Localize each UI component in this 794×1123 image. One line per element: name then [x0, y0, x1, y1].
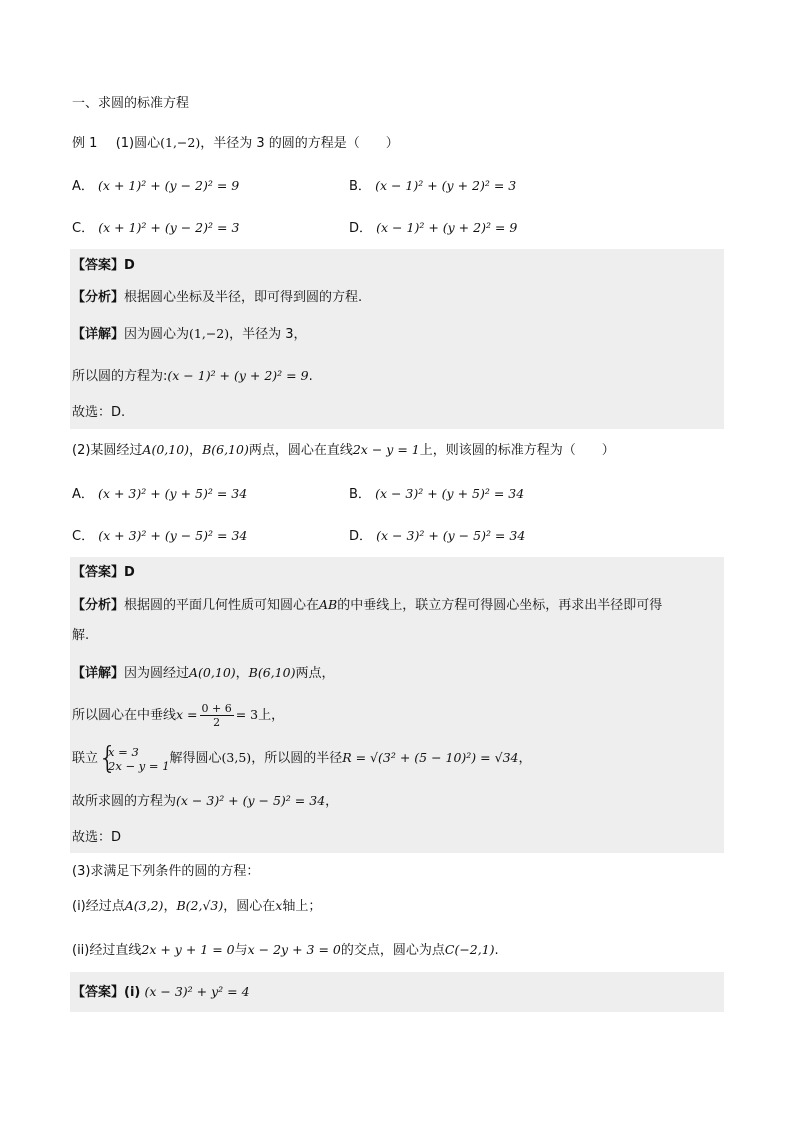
q1-option-c[interactable] [72, 218, 239, 239]
analysis-tag: 【分析】 [72, 290, 125, 305]
equation-system [98, 740, 170, 776]
section-title: 一、求圆的标准方程 [72, 96, 190, 111]
final-text-b: ， [325, 794, 339, 809]
perp-text-b: 上， [258, 708, 285, 723]
system-row: x = 3 [108, 744, 139, 759]
q2-option-a[interactable] [72, 484, 247, 505]
q2-choose: 故选：D [72, 830, 122, 845]
sys-center: (3,5) [221, 750, 252, 765]
q3-part-ii [72, 940, 499, 960]
q3-axis-x: x [275, 898, 283, 913]
sys-text-b: 解得圆心 [169, 751, 222, 766]
perp-text: 所以圆心在中垂线 [72, 708, 177, 723]
perp-result: = 3 [235, 707, 259, 722]
q3-point-b: B(2,√3) [176, 898, 224, 913]
q2-final [72, 791, 338, 811]
q2-answer [72, 563, 135, 583]
sys-radius: R = √(3² + (5 − 10)²) = √34 [342, 750, 519, 765]
q3-ii-text-c: 的交点，圆心为点 [340, 943, 445, 958]
q2-option-d[interactable] [349, 526, 525, 547]
detail-tag: 【详解】 [72, 327, 125, 342]
q3-stem: (3)求满足下列条件的圆的方程： [72, 864, 260, 879]
q2-line-eq: 2x − y = 1 [352, 442, 420, 457]
detail-text: 所以圆的方程为: [72, 369, 168, 384]
q2-point-b: B(6,10) [202, 442, 249, 457]
detail-text-b: . [308, 369, 313, 384]
answer-value: D [124, 565, 135, 580]
q1-answer [72, 256, 135, 276]
q2-stem-text-c: 上，则该圆的标准方程为（ ） [419, 443, 615, 458]
detail-sep: ， [235, 666, 249, 681]
q3-i-text-c: 轴上； [282, 899, 322, 914]
detail-text: 因为圆经过 [124, 666, 190, 681]
fraction-numerator: 0 + 6 [201, 702, 232, 715]
analysis-text: 根据圆的平面几何性质可知圆心在 [124, 598, 320, 613]
q1-center: (1,−2) [160, 135, 201, 150]
q2-analysis-cont: 解. [72, 628, 90, 643]
final-text: 故所求圆的方程为 [72, 794, 177, 809]
analysis-text-b: 的中垂线上，联立方程可得圆心坐标，再求出半径即可得 [337, 598, 663, 613]
detail-text-b: 两点， [295, 666, 335, 681]
perp-x: x = [176, 707, 198, 722]
q1-stem [72, 133, 399, 153]
detail-text: 因为圆心为 [124, 327, 190, 342]
q1-detail-line2 [72, 366, 313, 386]
detail-expr: (x − 1)² + (y + 2)² = 9 [167, 368, 309, 383]
q2-system [72, 741, 532, 775]
q3-line-1: 2x + y + 1 = 0 [141, 942, 235, 957]
detail-point-b: B(6,10) [248, 665, 296, 680]
q3-answer [72, 982, 250, 1002]
q1-option-b[interactable] [349, 176, 516, 197]
q2-sep: ， [189, 443, 203, 458]
option-letter: C． [72, 529, 95, 544]
detail-tag: 【详解】 [72, 666, 125, 681]
option-letter: B． [349, 487, 371, 502]
sys-text: 联立 [72, 751, 99, 766]
q2-detail [72, 663, 334, 683]
option-letter: D． [349, 221, 373, 236]
q1-stem-text: (1)圆心 [115, 136, 161, 151]
perp-fraction [200, 702, 234, 729]
q2-perp-bisector [72, 698, 284, 732]
option-letter: B． [349, 179, 371, 194]
option-expr: (x + 1)² + (y − 2)² = 3 [98, 220, 240, 235]
analysis-ab: AB [319, 597, 338, 612]
q1-analysis [72, 288, 362, 308]
option-expr: (x + 3)² + (y − 5)² = 34 [98, 528, 248, 543]
answer-expr: (x − 3)² + y² = 4 [144, 984, 250, 999]
q1-label: 例 1 [72, 136, 98, 151]
answer-value: D [124, 258, 135, 273]
answer-tag: 【答案】 [72, 985, 125, 1000]
option-letter: D． [349, 529, 373, 544]
q3-point-a: A(3,2) [124, 898, 164, 913]
answer-part: (i) [124, 985, 141, 1000]
q3-part-i [72, 896, 321, 916]
sys-text-c: ，所以圆的半径 [251, 751, 343, 766]
q3-ii-text-b: 与 [234, 943, 248, 958]
q1-option-d[interactable] [349, 218, 517, 239]
system-row: 2x − y = 1 [108, 758, 170, 773]
option-letter: A． [72, 179, 94, 194]
option-expr: (x − 1)² + (y + 2)² = 9 [376, 220, 518, 235]
answer-tag: 【答案】 [72, 565, 125, 580]
q1-choose: 故选：D. [72, 405, 126, 420]
q3-ii-text-d: . [494, 943, 499, 958]
q2-stem-text-b: 两点，圆心在直线 [248, 443, 353, 458]
q2-point-a: A(0,10) [142, 442, 190, 457]
option-expr: (x − 3)² + (y + 5)² = 34 [375, 486, 525, 501]
option-expr: (x + 3)² + (y + 5)² = 34 [98, 486, 248, 501]
q3-ii-text: (ii)经过直线 [72, 943, 142, 958]
q2-stem-text: (2)某圆经过 [72, 443, 143, 458]
option-expr: (x − 1)² + (y + 2)² = 3 [375, 178, 517, 193]
q3-point-c: C(−2,1) [444, 942, 495, 957]
detail-text-b: ，半径为 3， [229, 327, 307, 342]
sys-text-d: ， [518, 751, 532, 766]
q2-analysis [72, 595, 662, 615]
q2-option-b[interactable] [349, 484, 524, 505]
detail-center: (1,−2) [189, 326, 230, 341]
q3-line-2: x − 2y + 3 = 0 [247, 942, 341, 957]
option-letter: A． [72, 487, 94, 502]
final-expr: (x − 3)² + (y − 5)² = 34 [176, 793, 326, 808]
q2-option-c[interactable] [72, 526, 247, 547]
analysis-text: 根据圆心坐标及半径，即可得到圆的方程. [124, 290, 363, 305]
fraction-denominator: 2 [213, 716, 221, 729]
q1-option-a[interactable] [72, 176, 239, 197]
answer-tag: 【答案】 [72, 258, 125, 273]
detail-point-a: A(0,10) [189, 665, 236, 680]
analysis-tag: 【分析】 [72, 598, 125, 613]
q1-detail [72, 324, 307, 344]
q2-stem [72, 440, 615, 460]
option-expr: (x − 3)² + (y − 5)² = 34 [376, 528, 526, 543]
q1-stem-text-b: ，半径为 3 的圆的方程是（ ） [200, 136, 399, 151]
q3-i-text-b: ，圆心在 [223, 899, 276, 914]
option-expr: (x + 1)² + (y − 2)² = 9 [98, 178, 240, 193]
q3-i-text: (i)经过点 [72, 899, 125, 914]
brace-icon: { [98, 740, 118, 776]
q3-sep: ， [163, 899, 177, 914]
option-letter: C． [72, 221, 95, 236]
